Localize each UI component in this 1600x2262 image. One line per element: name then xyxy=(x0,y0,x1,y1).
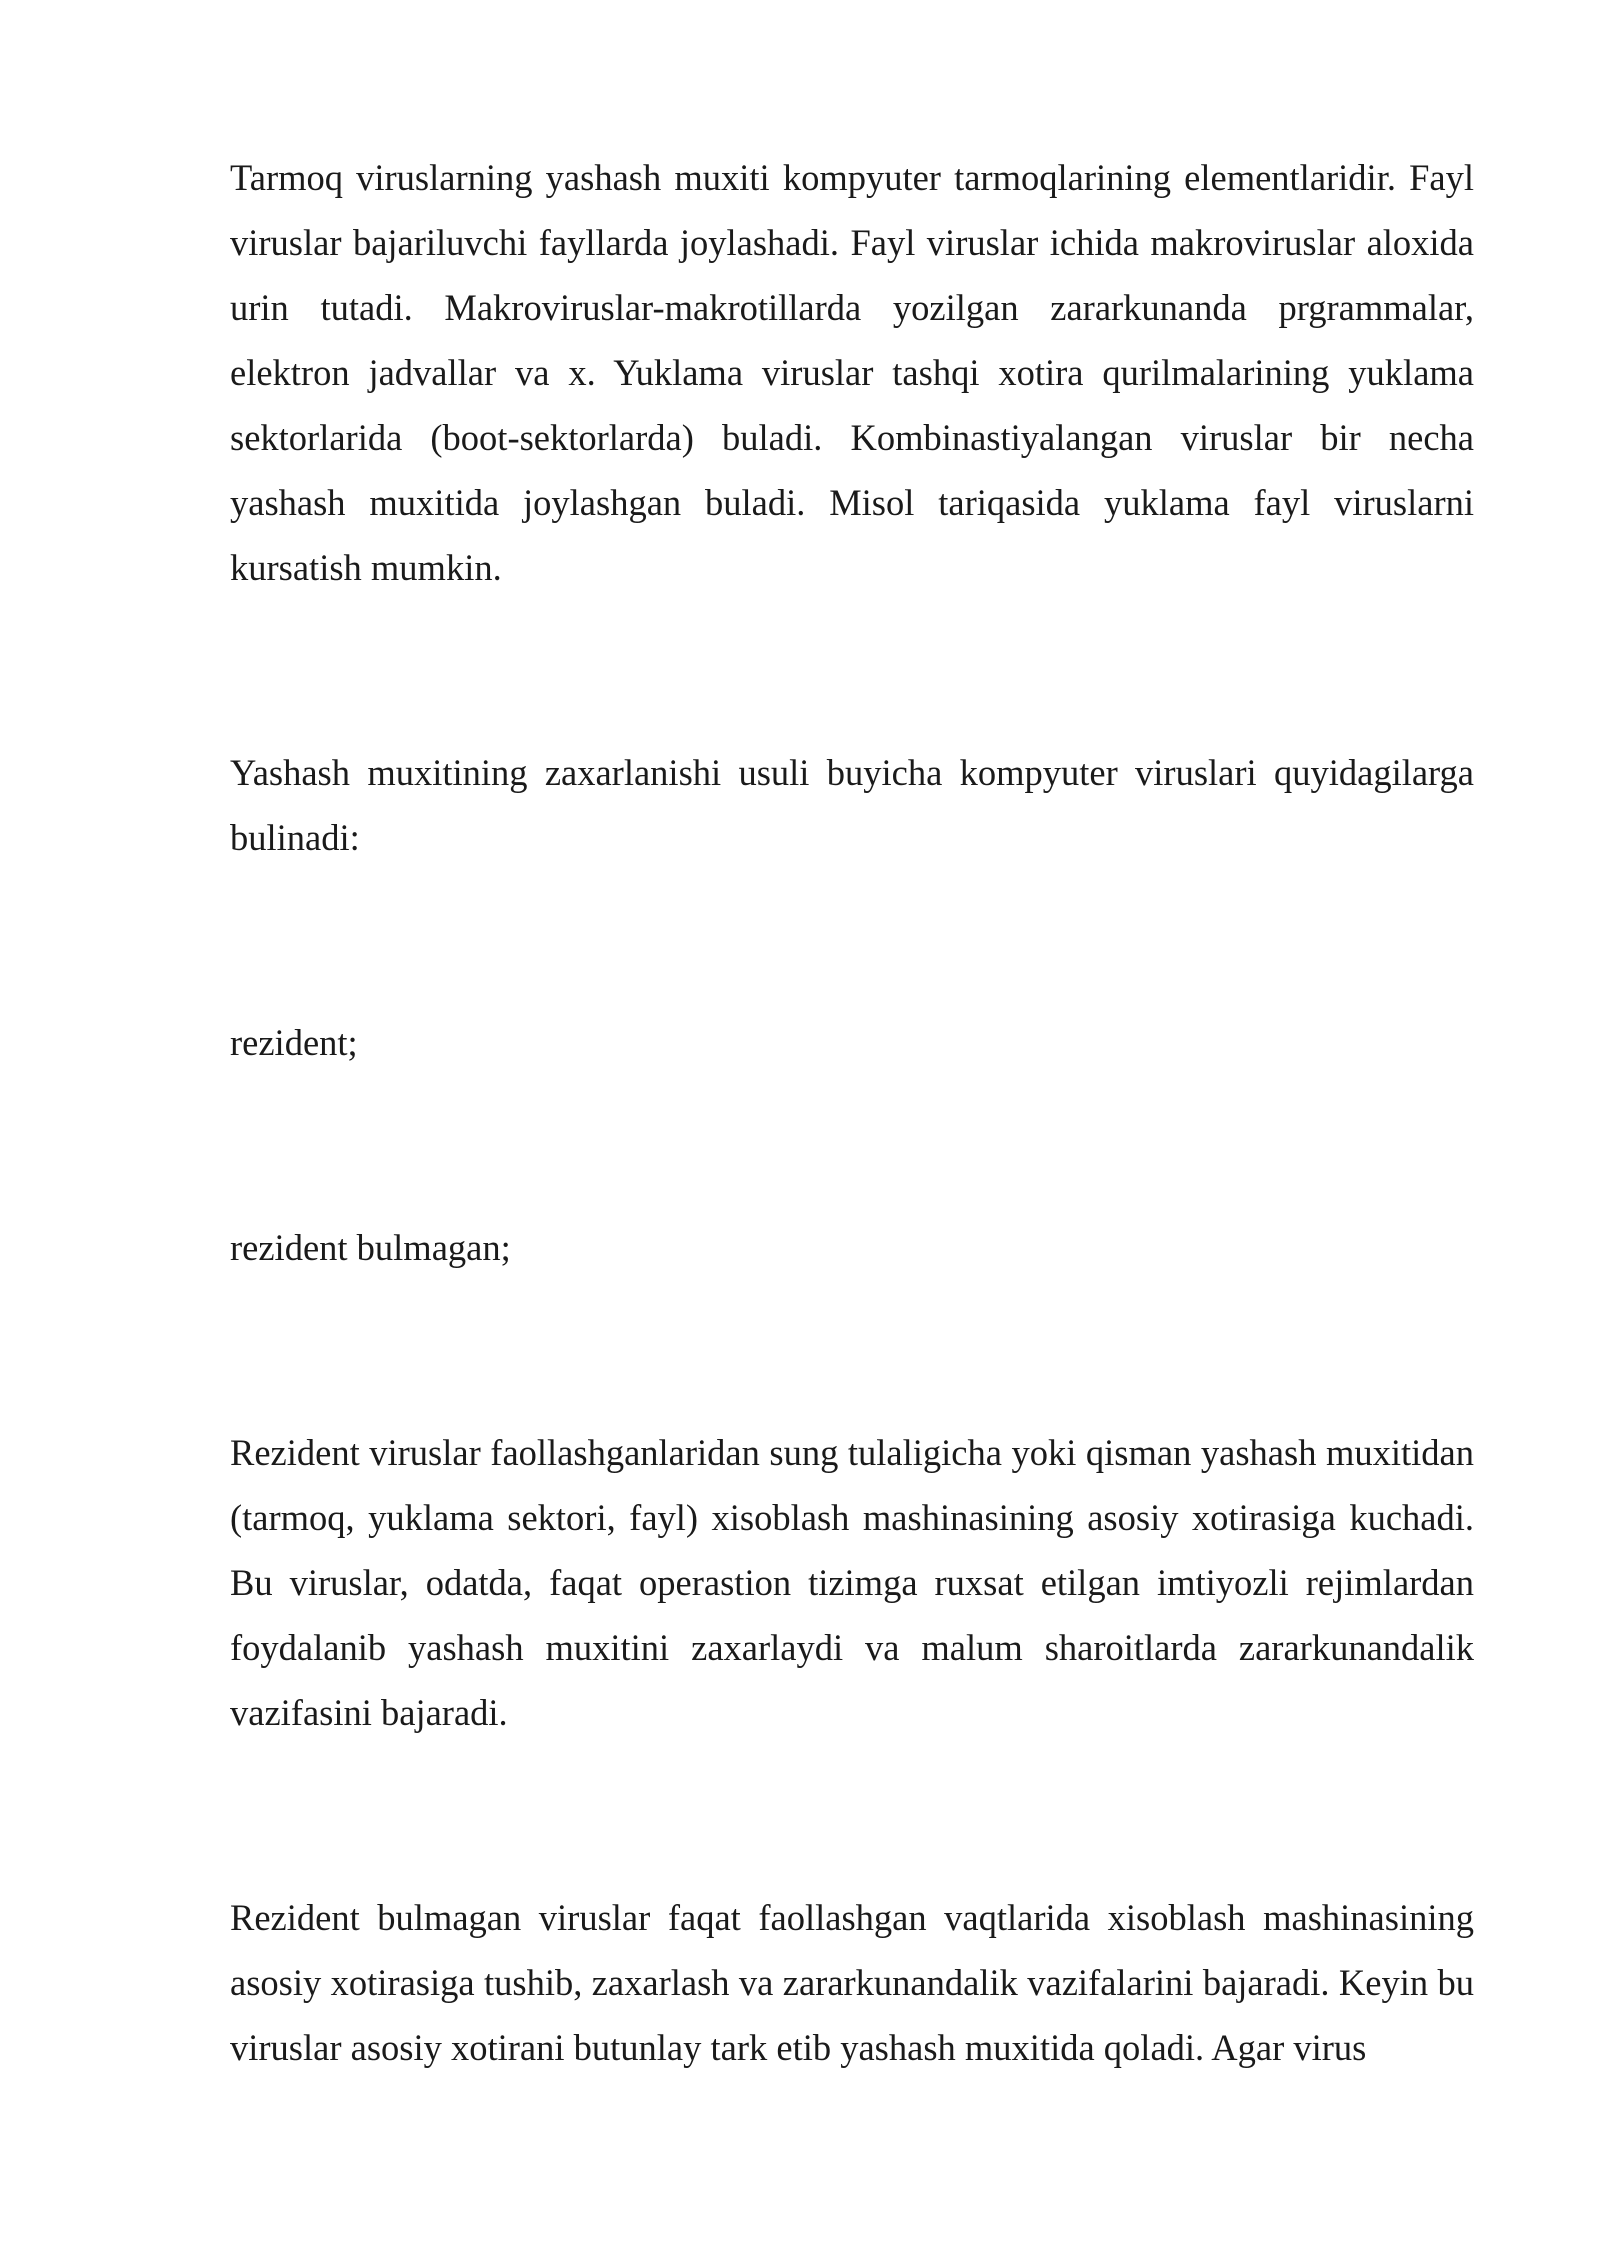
list-item-non-resident: rezident bulmagan; xyxy=(230,1227,511,1268)
list-item-resident: rezident; xyxy=(230,1022,358,1063)
paragraph-non-resident-viruses: Rezident bulmagan viruslar faqat faollashgan vaqtlarida xisoblash mashinasining asosiy xotirasiga tushib, zaxarlash va zararkunandalik vazifalarini bajaradi. Keyin bu viruslar asosiy xotirani butunlay tark etib yashash muxitida qoladi. Agar virus xyxy=(230,1897,1474,2068)
paragraph-resident-viruses: Rezident viruslar faollashganlaridan sung tulaligicha yoki qisman yashash muxitidan (tarmoq, yuklama sektori, fayl) xisoblash mashinasining asosiy xotirasiga kuchadi. Bu viruslar, odatda, faqat operastion tizimga ruxsat etilgan imtiyozli rejimlardan foydalanib yashash muxitini zaxarlaydi va malum sharoitlarda zararkunandalik vazifasini bajaradi. xyxy=(230,1432,1474,1733)
paragraph-infection-method-intro: Yashash muxitining zaxarlanishi usuli buyicha kompyuter viruslari quyidagilarga bulinadi: xyxy=(230,752,1474,858)
document-body xyxy=(230,145,1474,2080)
paragraph-network-viruses: Tarmoq viruslarning yashash muxiti kompyuter tarmoqlarining elementlaridir. Fayl viruslar bajariluvchi fayllarda joylashadi. Fayl viruslar ichida makroviruslar aloxida urin tutadi. Makroviruslar-makrotillarda yozilgan zararkunanda prgrammalar, elektron jadvallar va x. Yuklama viruslar tashqi xotira qurilmalarining yuklama sektorlarida (boot-sektorlarda) buladi. Kombinastiyalangan viruslar bir necha yashash muxitida joylashgan buladi. Misol tariqasida yuklama fayl viruslarni kursatish mumkin. xyxy=(230,157,1474,588)
